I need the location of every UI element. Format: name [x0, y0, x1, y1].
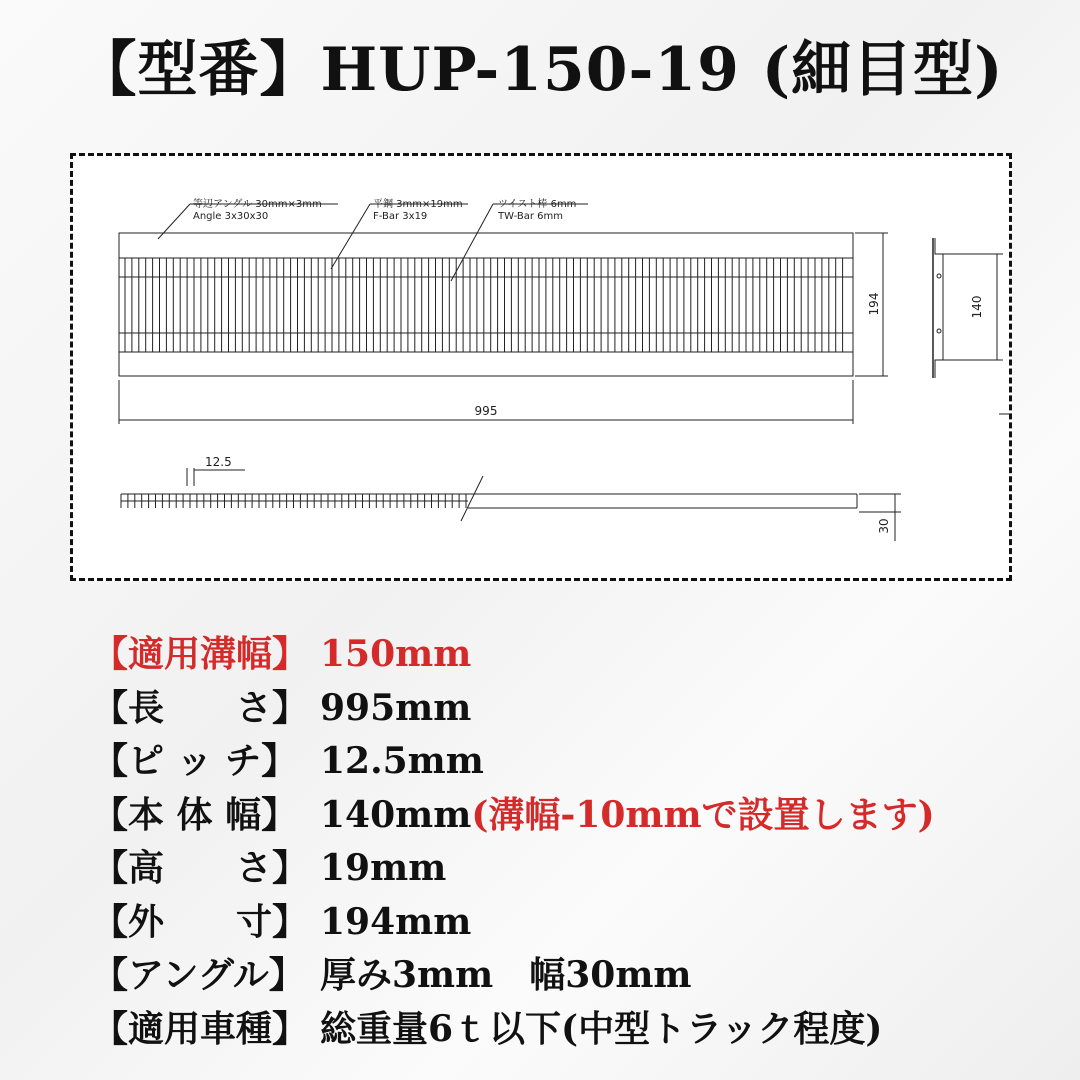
callout-twbar-jp: ツイスト棒 6mm [498, 199, 577, 210]
spec-label: 【外 寸】 [92, 900, 309, 943]
spec-note: (溝幅-10mmで設置します) [471, 793, 935, 836]
spec-row-angle [92, 949, 1052, 1003]
spec-value: 厚み3mm 幅30mm [320, 954, 692, 996]
spec-label: 【アングル】 [92, 954, 305, 996]
spec-value: 総重量6ｔ以下(中型トラック程度) [320, 1007, 883, 1050]
spec-row-groove-width [92, 628, 1052, 682]
dim-pitch-label: 12.5 [205, 455, 232, 469]
dim-height-label: 30 [877, 518, 891, 534]
leader-fbar [331, 204, 370, 269]
spec-row-outer-size [92, 896, 1052, 950]
spec-row-body-width [92, 789, 1052, 843]
top-view-outline [119, 233, 853, 376]
technical-drawing [70, 153, 1012, 581]
callout-fbar-en: F-Bar 3x19 [373, 211, 428, 222]
spec-label: 【長 さ】 [92, 686, 309, 729]
dim-body-label: 140 [970, 295, 984, 319]
spec-label: 【ピ ッ チ】 [92, 740, 298, 782]
leader-angle [158, 204, 190, 239]
dim-length-label: 995 [474, 404, 498, 418]
spec-list [92, 628, 1052, 1056]
spec-value: 140mm [320, 793, 472, 836]
spec-value: 150mm [320, 633, 472, 675]
spec-row-height [92, 842, 1052, 896]
spec-label: 【適用溝幅】 [92, 633, 309, 675]
spec-value: 995mm [320, 686, 472, 729]
spec-value: 12.5mm [320, 740, 484, 782]
spec-value: 194mm [320, 900, 472, 943]
drawing-svg [73, 156, 1009, 578]
flat-bars [125, 258, 843, 352]
callout-angle-en: Angle 3x30x30 [193, 211, 269, 222]
spec-label: 【高 さ】 [92, 847, 309, 889]
spec-row-length [92, 682, 1052, 736]
spec-value: 19mm [320, 847, 447, 889]
spec-label: 【適用車種】 [92, 1007, 309, 1050]
leader-twbar [451, 204, 493, 281]
spec-row-vehicle [92, 1003, 1052, 1057]
callout-fbar-jp: 平鋼 3mm×19mm [373, 199, 463, 210]
page-title: 【型番】HUP-150-19 (細目型) [76, 35, 1004, 105]
spec-label: 【本 体 幅】 [92, 793, 298, 836]
spec-row-pitch [92, 735, 1052, 789]
callout-twbar-en: TW-Bar 6mm [498, 211, 563, 222]
callout-angle-jp: 等辺アングル 30mm×3mm [193, 199, 322, 210]
dim-width-label: 194 [867, 292, 881, 316]
break-line [461, 476, 483, 521]
